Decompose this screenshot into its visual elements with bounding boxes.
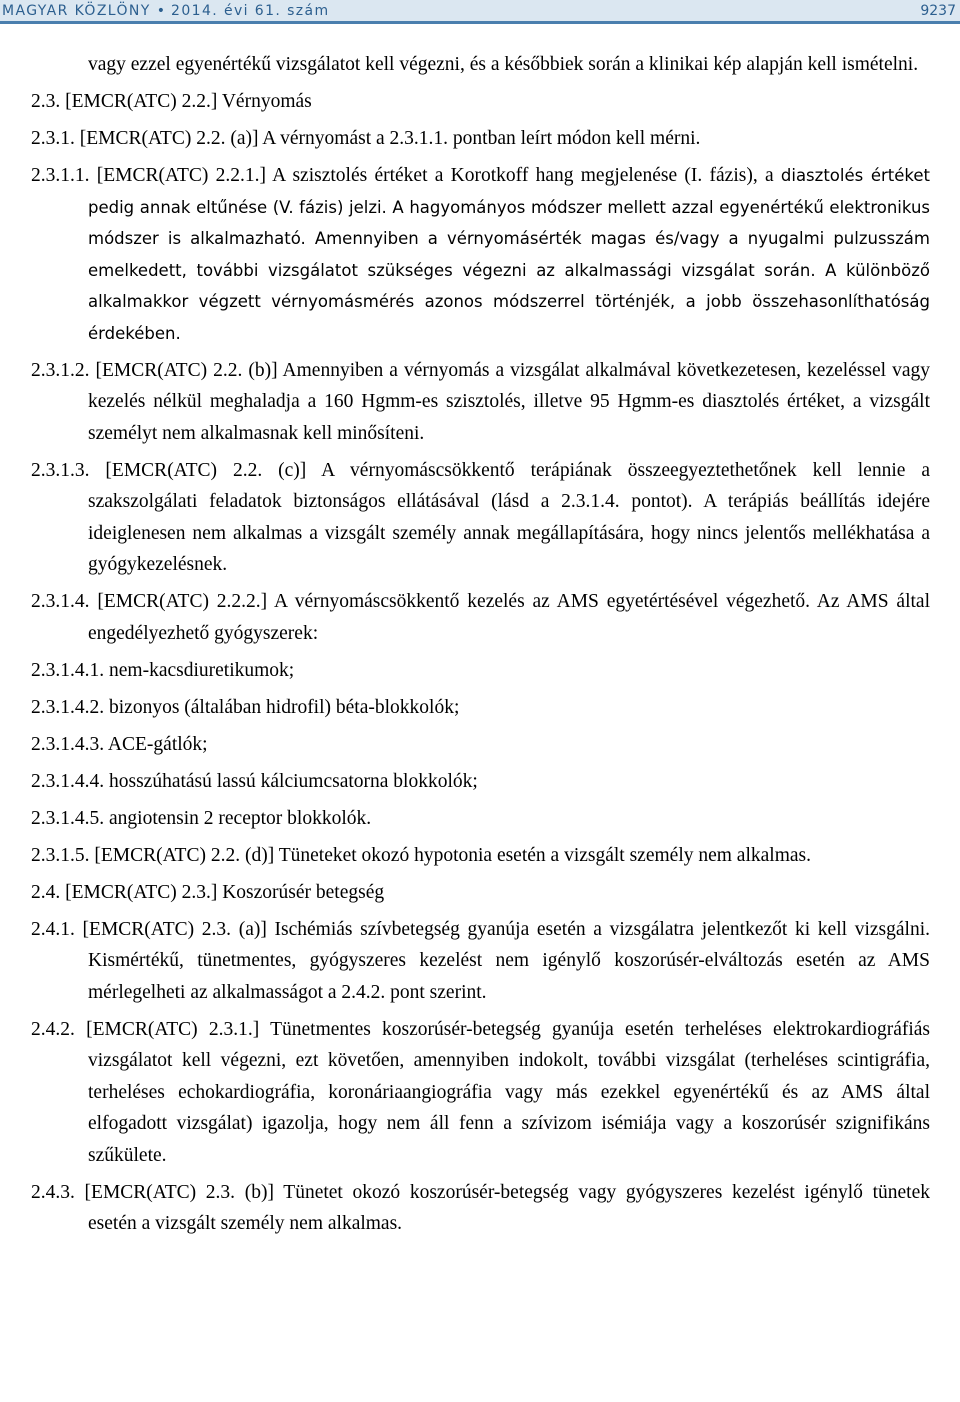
list-item-2-3-1-4-2: 2.3.1.4.2. bizonyos (általában hidrofil) béta-blokkolók; [31,696,460,718]
section-heading-2-4: 2.4. [EMCR(ATC) 2.3.] Koszorúsér betegség [31,881,385,903]
paragraph-2-4-2: 2.4.2. [EMCR(ATC) 2.3.1.] Tünetmentes koszorúsér-betegség gyanúja esetén terheléses elektrokardiográfiás vizsgálatot kell végezni, ezt követően, amennyiben indokolt, további vizsgálat (terheléses scintigráfia, terheléses echokardiográfia, koronáriaangiográfia vagy más ezekkel egyenértékű és az AMS által elfogadott vizsgálat) igazolja, hogy nem áll fenn a szívizom isémiája vagy a koszorúsér szignifikáns szűkülete. [31,1018,930,1166]
paragraph-2-3-1-1-part2: diasztolés értéket pedig annak eltűnése (V. fázis) jelzi. A hagyományos módszer mellett azzal egyenértékű elektronikus módszer is alkalmazható. Amennyiben a vérnyomásérték magas és/vagy a nyugalmi pulzusszám emelkedett, további vizsgálatot szükséges végezni az alkalmassági vizsgálat során. A különböző alkalmakkor végzett vérnyomásmérés azonos módszerrel történjék, a jobb összehasonlíthatóság érdekében. [88,166,930,343]
paragraph-continuation: vagy ezzel egyenértékű vizsgálatot kell végezni, és a későbbiek során a klinikai kép alapján kell ismételni. [88,54,919,75]
journal-title: MAGYAR KÖZLÖNY [2,3,151,19]
paragraph-2-3-1-3: 2.3.1.3. [EMCR(ATC) 2.2. (c)] A vérnyomáscsökkentő terápiának összeegyeztethetőnek kell lennie a szakszolgálati feladatok biztonságos ellátásával (lásd a 2.3.1.4. pontot). A terápiás beállítás idejére ideiglenesen nem alkalmas a vizsgált személy annak megállapítására, hogy nincs jelentős mellékhatása a gyógykezelésnek. [31,459,930,575]
journal-header-left [2,3,330,19]
paragraph-2-3-1-2: 2.3.1.2. [EMCR(ATC) 2.2. (b)] Amennyiben a vérnyomás a vizsgálat alkalmával következetesen, kezeléssel vagy kezelés nélkül meghaladja a 160 Hgmm-es szisztolés, illetve 95 Hgmm-es diasztolés értéket, a vizsgált személyt nem alkalmasnak kell minősíteni. [31,359,930,444]
page-number: 9237 [920,3,956,19]
bullet-separator: • [156,3,166,19]
section-heading-2-3: 2.3. [EMCR(ATC) 2.2.] Vérnyomás [31,91,312,112]
list-item-2-3-1-4-1: 2.3.1.4.1. nem-kacsdiuretikumok; [31,659,295,681]
paragraph-2-3-1-4: 2.3.1.4. [EMCR(ATC) 2.2.2.] A vérnyomáscsökkentő kezelés az AMS egyetértésével végezhető. Az AMS által engedélyezhető gyógyszerek: [31,591,930,644]
paragraph-2-4-1: 2.4.1. [EMCR(ATC) 2.3. (a)] Ischémiás szívbetegség gyanúja esetén a vizsgálatra jelentkezőt ki kell vizsgálni. Kismértékű, tünetmentes, gyógyszeres kezelést nem igénylő koszorúsér-elváltozás esetén az AMS mérlegelheti az alkalmasságot a 2.4.2. pont szerint. [31,918,930,1003]
paragraph-2-4-3: 2.4.3. [EMCR(ATC) 2.3. (b)] Tünetet okozó koszorúsér-betegség vagy gyógyszeres kezelést igénylő tünetek esetén a vizsgált személy nem alkalmas. [31,1181,930,1234]
paragraph-2-3-1-5: 2.3.1.5. [EMCR(ATC) 2.2. (d)] Tüneteket okozó hypotonia esetén a vizsgált személy nem alkalmas. [31,844,811,866]
paragraph-2-3-1-1-part1: 2.3.1.1. [EMCR(ATC) 2.2.1.] A szisztolés értéket a Korotkoff hang megjelenése (I. fázis), a [31,165,781,186]
journal-header [0,0,960,24]
list-item-2-3-1-4-5: 2.3.1.4.5. angiotensin 2 receptor blokkolók. [31,807,372,829]
list-item-2-3-1-4-4: 2.3.1.4.4. hosszúhatású lassú kálciumcsatorna blokkolók; [31,770,478,792]
journal-issue: 2014. évi 61. szám [171,3,330,19]
document-body [31,49,930,1245]
list-item-2-3-1-4-3: 2.3.1.4.3. ACE-gátlók; [31,733,208,755]
paragraph-2-3-1: 2.3.1. [EMCR(ATC) 2.2. (a)] A vérnyomást a 2.3.1.1. pontban leírt módon kell mérni. [31,128,701,149]
paragraph-2-3-1-1 [31,160,930,349]
